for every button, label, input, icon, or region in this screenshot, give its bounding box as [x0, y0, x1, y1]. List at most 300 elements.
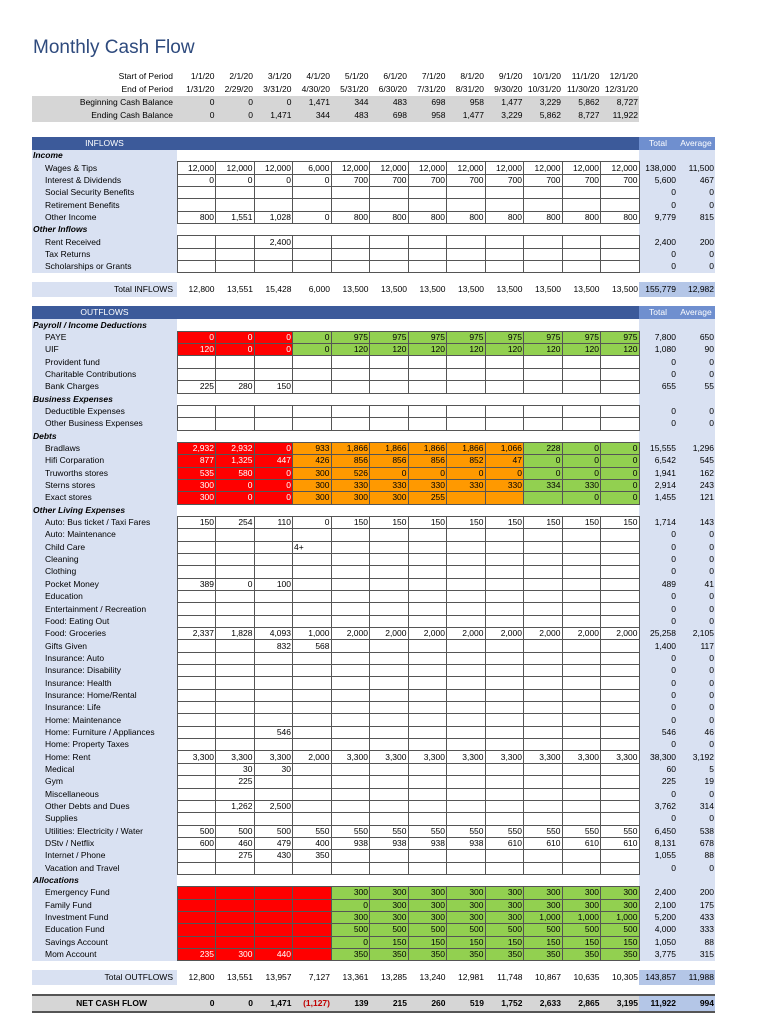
value-cell[interactable]	[177, 800, 216, 812]
value-cell[interactable]	[216, 553, 255, 565]
value-cell[interactable]	[524, 726, 563, 738]
value-cell[interactable]	[293, 529, 332, 541]
value-cell[interactable]	[562, 566, 601, 578]
value-cell[interactable]: 1,028	[254, 211, 293, 223]
value-cell[interactable]: 120	[177, 344, 216, 356]
value-cell[interactable]: 0	[293, 516, 332, 528]
value-cell[interactable]: 12,000	[601, 162, 640, 174]
value-cell[interactable]	[331, 850, 370, 862]
value-cell[interactable]	[485, 368, 524, 380]
value-cell[interactable]: 300	[216, 948, 255, 960]
value-cell[interactable]: 300	[601, 899, 640, 911]
value-cell[interactable]	[331, 199, 370, 211]
value-cell[interactable]: 0	[370, 467, 409, 479]
value-cell[interactable]	[524, 405, 563, 417]
value-cell[interactable]	[408, 652, 447, 664]
value-cell[interactable]: 300	[485, 911, 524, 923]
value-cell[interactable]: 3,300	[370, 751, 409, 763]
value-cell[interactable]: 856	[331, 455, 370, 467]
value-cell[interactable]	[601, 578, 640, 590]
value-cell[interactable]	[447, 689, 486, 701]
value-cell[interactable]	[601, 862, 640, 874]
value-cell[interactable]	[254, 199, 293, 211]
value-cell[interactable]: 150	[447, 936, 486, 948]
value-cell[interactable]	[485, 739, 524, 751]
value-cell[interactable]	[485, 418, 524, 430]
value-cell[interactable]: 500	[177, 825, 216, 837]
value-cell[interactable]	[485, 356, 524, 368]
value-cell[interactable]	[331, 714, 370, 726]
value-cell[interactable]	[177, 763, 216, 775]
value-cell[interactable]: 3,300	[524, 751, 563, 763]
value-cell[interactable]: 6,000	[293, 162, 332, 174]
value-cell[interactable]: 300	[370, 899, 409, 911]
value-cell[interactable]: 460	[216, 837, 255, 849]
value-cell[interactable]	[562, 640, 601, 652]
value-cell[interactable]: 228	[524, 442, 563, 454]
value-cell[interactable]	[370, 702, 409, 714]
value-cell[interactable]	[408, 356, 447, 368]
value-cell[interactable]: 0	[216, 578, 255, 590]
value-cell[interactable]: 700	[562, 174, 601, 186]
value-cell[interactable]	[562, 800, 601, 812]
value-cell[interactable]	[370, 726, 409, 738]
value-cell[interactable]	[408, 578, 447, 590]
value-cell[interactable]	[370, 640, 409, 652]
value-cell[interactable]	[331, 566, 370, 578]
value-cell[interactable]	[293, 677, 332, 689]
value-cell[interactable]	[485, 405, 524, 417]
value-cell[interactable]	[293, 776, 332, 788]
value-cell[interactable]	[370, 418, 409, 430]
value-cell[interactable]: 610	[601, 837, 640, 849]
value-cell[interactable]	[524, 689, 563, 701]
value-cell[interactable]: 0	[601, 479, 640, 491]
value-cell[interactable]	[216, 936, 255, 948]
value-cell[interactable]: 2,000	[601, 628, 640, 640]
value-cell[interactable]	[601, 788, 640, 800]
value-cell[interactable]: 479	[254, 837, 293, 849]
value-cell[interactable]	[331, 261, 370, 273]
value-cell[interactable]	[524, 187, 563, 199]
value-cell[interactable]	[293, 541, 332, 553]
value-cell[interactable]: 255	[408, 492, 447, 504]
value-cell[interactable]	[601, 418, 640, 430]
value-cell[interactable]: 120	[524, 344, 563, 356]
value-cell[interactable]	[216, 418, 255, 430]
value-cell[interactable]: 0	[562, 455, 601, 467]
value-cell[interactable]	[177, 261, 216, 273]
value-cell[interactable]	[293, 899, 332, 911]
value-cell[interactable]: 877	[177, 455, 216, 467]
value-cell[interactable]	[177, 236, 216, 248]
value-cell[interactable]	[370, 739, 409, 751]
value-cell[interactable]: 3,300	[177, 751, 216, 763]
value-cell[interactable]: 1,866	[447, 442, 486, 454]
value-cell[interactable]	[216, 862, 255, 874]
value-cell[interactable]	[216, 813, 255, 825]
value-cell[interactable]	[293, 199, 332, 211]
value-cell[interactable]	[524, 665, 563, 677]
value-cell[interactable]: 535	[177, 467, 216, 479]
value-cell[interactable]	[408, 603, 447, 615]
value-cell[interactable]	[485, 578, 524, 590]
value-cell[interactable]	[408, 261, 447, 273]
value-cell[interactable]: 550	[562, 825, 601, 837]
value-cell[interactable]	[293, 418, 332, 430]
value-cell[interactable]	[562, 553, 601, 565]
value-cell[interactable]	[408, 850, 447, 862]
value-cell[interactable]	[485, 776, 524, 788]
value-cell[interactable]	[370, 714, 409, 726]
value-cell[interactable]: 0	[293, 174, 332, 186]
value-cell[interactable]	[293, 381, 332, 393]
value-cell[interactable]	[562, 739, 601, 751]
value-cell[interactable]	[293, 739, 332, 751]
value-cell[interactable]: 150	[524, 936, 563, 948]
value-cell[interactable]: 0	[254, 442, 293, 454]
value-cell[interactable]	[216, 739, 255, 751]
value-cell[interactable]	[254, 368, 293, 380]
value-cell[interactable]	[254, 677, 293, 689]
value-cell[interactable]	[524, 788, 563, 800]
value-cell[interactable]: 300	[447, 887, 486, 899]
value-cell[interactable]: 300	[485, 899, 524, 911]
value-cell[interactable]	[408, 553, 447, 565]
value-cell[interactable]: 500	[601, 924, 640, 936]
value-cell[interactable]: 300	[524, 887, 563, 899]
value-cell[interactable]	[370, 591, 409, 603]
value-cell[interactable]	[331, 652, 370, 664]
value-cell[interactable]	[254, 652, 293, 664]
value-cell[interactable]	[447, 665, 486, 677]
value-cell[interactable]: 12,000	[447, 162, 486, 174]
value-cell[interactable]: 300	[408, 899, 447, 911]
value-cell[interactable]	[447, 492, 486, 504]
value-cell[interactable]	[177, 248, 216, 260]
value-cell[interactable]: 300	[562, 887, 601, 899]
value-cell[interactable]	[370, 199, 409, 211]
value-cell[interactable]	[331, 405, 370, 417]
value-cell[interactable]	[485, 702, 524, 714]
value-cell[interactable]	[408, 665, 447, 677]
value-cell[interactable]	[601, 714, 640, 726]
value-cell[interactable]	[562, 677, 601, 689]
value-cell[interactable]	[293, 714, 332, 726]
value-cell[interactable]	[177, 924, 216, 936]
value-cell[interactable]: 975	[485, 331, 524, 343]
value-cell[interactable]	[485, 677, 524, 689]
value-cell[interactable]	[216, 615, 255, 627]
value-cell[interactable]	[524, 677, 563, 689]
value-cell[interactable]	[331, 591, 370, 603]
value-cell[interactable]: 330	[485, 479, 524, 491]
value-cell[interactable]: 800	[447, 211, 486, 223]
value-cell[interactable]	[216, 788, 255, 800]
value-cell[interactable]: 300	[408, 887, 447, 899]
value-cell[interactable]	[408, 788, 447, 800]
value-cell[interactable]: 2,500	[254, 800, 293, 812]
value-cell[interactable]: 975	[601, 331, 640, 343]
value-cell[interactable]	[485, 640, 524, 652]
value-cell[interactable]	[562, 862, 601, 874]
value-cell[interactable]	[370, 248, 409, 260]
value-cell[interactable]	[562, 615, 601, 627]
value-cell[interactable]: 150	[447, 516, 486, 528]
value-cell[interactable]: 800	[524, 211, 563, 223]
value-cell[interactable]: 568	[293, 640, 332, 652]
value-cell[interactable]: 330	[562, 479, 601, 491]
value-cell[interactable]	[408, 800, 447, 812]
value-cell[interactable]: 550	[524, 825, 563, 837]
value-cell[interactable]	[447, 199, 486, 211]
value-cell[interactable]	[331, 553, 370, 565]
value-cell[interactable]	[254, 776, 293, 788]
value-cell[interactable]: 0	[562, 467, 601, 479]
value-cell[interactable]	[524, 652, 563, 664]
value-cell[interactable]	[408, 714, 447, 726]
value-cell[interactable]: 254	[216, 516, 255, 528]
value-cell[interactable]	[177, 529, 216, 541]
value-cell[interactable]	[524, 578, 563, 590]
value-cell[interactable]: 12,000	[331, 162, 370, 174]
value-cell[interactable]: 350	[601, 948, 640, 960]
value-cell[interactable]	[177, 899, 216, 911]
value-cell[interactable]: 2,400	[254, 236, 293, 248]
value-cell[interactable]: 1,000	[601, 911, 640, 923]
value-cell[interactable]: 0	[254, 467, 293, 479]
value-cell[interactable]	[331, 640, 370, 652]
value-cell[interactable]: 300	[293, 467, 332, 479]
value-cell[interactable]	[177, 553, 216, 565]
value-cell[interactable]	[408, 236, 447, 248]
value-cell[interactable]: 800	[485, 211, 524, 223]
value-cell[interactable]: 300	[601, 887, 640, 899]
value-cell[interactable]: 0	[216, 174, 255, 186]
value-cell[interactable]: 350	[562, 948, 601, 960]
value-cell[interactable]: 330	[331, 479, 370, 491]
value-cell[interactable]	[216, 368, 255, 380]
value-cell[interactable]	[447, 405, 486, 417]
value-cell[interactable]: 938	[447, 837, 486, 849]
value-cell[interactable]	[562, 813, 601, 825]
value-cell[interactable]: 975	[370, 331, 409, 343]
value-cell[interactable]	[562, 776, 601, 788]
value-cell[interactable]	[485, 381, 524, 393]
value-cell[interactable]	[370, 763, 409, 775]
value-cell[interactable]	[216, 541, 255, 553]
value-cell[interactable]: 800	[370, 211, 409, 223]
value-cell[interactable]: 550	[447, 825, 486, 837]
value-cell[interactable]	[177, 405, 216, 417]
value-cell[interactable]: 300	[370, 887, 409, 899]
value-cell[interactable]	[177, 862, 216, 874]
value-cell[interactable]	[524, 529, 563, 541]
value-cell[interactable]	[601, 405, 640, 417]
value-cell[interactable]: 500	[524, 924, 563, 936]
value-cell[interactable]	[524, 615, 563, 627]
value-cell[interactable]	[447, 739, 486, 751]
value-cell[interactable]	[293, 405, 332, 417]
value-cell[interactable]	[331, 726, 370, 738]
value-cell[interactable]: 800	[177, 211, 216, 223]
value-cell[interactable]	[524, 640, 563, 652]
value-cell[interactable]	[254, 248, 293, 260]
value-cell[interactable]: 3,300	[216, 751, 255, 763]
value-cell[interactable]	[370, 566, 409, 578]
value-cell[interactable]	[293, 887, 332, 899]
value-cell[interactable]: 100	[254, 578, 293, 590]
value-cell[interactable]: 350	[293, 850, 332, 862]
value-cell[interactable]: 0	[177, 174, 216, 186]
value-cell[interactable]	[331, 862, 370, 874]
value-cell[interactable]	[408, 763, 447, 775]
value-cell[interactable]	[601, 640, 640, 652]
value-cell[interactable]: 275	[216, 850, 255, 862]
value-cell[interactable]	[601, 763, 640, 775]
value-cell[interactable]	[177, 368, 216, 380]
value-cell[interactable]	[177, 356, 216, 368]
value-cell[interactable]	[331, 541, 370, 553]
value-cell[interactable]	[447, 187, 486, 199]
value-cell[interactable]	[370, 850, 409, 862]
value-cell[interactable]: 0	[331, 899, 370, 911]
value-cell[interactable]: 580	[216, 467, 255, 479]
value-cell[interactable]	[485, 714, 524, 726]
value-cell[interactable]	[601, 356, 640, 368]
value-cell[interactable]: 3,300	[331, 751, 370, 763]
value-cell[interactable]: 938	[370, 837, 409, 849]
value-cell[interactable]	[370, 261, 409, 273]
value-cell[interactable]	[254, 187, 293, 199]
value-cell[interactable]	[447, 578, 486, 590]
value-cell[interactable]	[447, 529, 486, 541]
value-cell[interactable]: 0	[254, 492, 293, 504]
value-cell[interactable]	[562, 665, 601, 677]
value-cell[interactable]: 2,000	[408, 628, 447, 640]
value-cell[interactable]: 300	[447, 899, 486, 911]
value-cell[interactable]	[254, 714, 293, 726]
value-cell[interactable]: 500	[447, 924, 486, 936]
value-cell[interactable]: 0	[254, 344, 293, 356]
value-cell[interactable]	[177, 187, 216, 199]
value-cell[interactable]	[293, 726, 332, 738]
value-cell[interactable]	[216, 603, 255, 615]
value-cell[interactable]: 440	[254, 948, 293, 960]
value-cell[interactable]: 2,000	[331, 628, 370, 640]
value-cell[interactable]	[485, 248, 524, 260]
value-cell[interactable]: 2,000	[485, 628, 524, 640]
value-cell[interactable]: 47	[485, 455, 524, 467]
value-cell[interactable]	[408, 381, 447, 393]
value-cell[interactable]	[293, 689, 332, 701]
value-cell[interactable]: 800	[408, 211, 447, 223]
value-cell[interactable]: 700	[408, 174, 447, 186]
value-cell[interactable]: 800	[601, 211, 640, 223]
value-cell[interactable]: 12,000	[216, 162, 255, 174]
value-cell[interactable]: 1,828	[216, 628, 255, 640]
value-cell[interactable]	[447, 603, 486, 615]
value-cell[interactable]: 700	[331, 174, 370, 186]
value-cell[interactable]	[601, 199, 640, 211]
value-cell[interactable]: 500	[216, 825, 255, 837]
value-cell[interactable]	[524, 566, 563, 578]
value-cell[interactable]	[524, 492, 563, 504]
value-cell[interactable]	[293, 236, 332, 248]
value-cell[interactable]: 975	[331, 331, 370, 343]
value-cell[interactable]: 120	[331, 344, 370, 356]
value-cell[interactable]	[601, 187, 640, 199]
value-cell[interactable]: 150	[408, 936, 447, 948]
value-cell[interactable]: 12,000	[408, 162, 447, 174]
value-cell[interactable]: 150	[254, 381, 293, 393]
value-cell[interactable]	[216, 726, 255, 738]
value-cell[interactable]	[293, 248, 332, 260]
value-cell[interactable]	[293, 911, 332, 923]
value-cell[interactable]	[447, 850, 486, 862]
value-cell[interactable]	[447, 640, 486, 652]
value-cell[interactable]	[408, 566, 447, 578]
value-cell[interactable]	[254, 553, 293, 565]
value-cell[interactable]	[601, 248, 640, 260]
value-cell[interactable]	[254, 603, 293, 615]
value-cell[interactable]	[293, 187, 332, 199]
value-cell[interactable]	[485, 652, 524, 664]
value-cell[interactable]: 700	[524, 174, 563, 186]
value-cell[interactable]: 2,000	[447, 628, 486, 640]
value-cell[interactable]	[562, 763, 601, 775]
value-cell[interactable]	[562, 850, 601, 862]
value-cell[interactable]: 350	[447, 948, 486, 960]
value-cell[interactable]	[447, 553, 486, 565]
value-cell[interactable]	[177, 739, 216, 751]
value-cell[interactable]: 500	[485, 924, 524, 936]
value-cell[interactable]	[485, 553, 524, 565]
value-cell[interactable]: 12,000	[562, 162, 601, 174]
value-cell[interactable]: 610	[524, 837, 563, 849]
value-cell[interactable]	[408, 726, 447, 738]
value-cell[interactable]: 110	[254, 516, 293, 528]
value-cell[interactable]: 300	[331, 887, 370, 899]
value-cell[interactable]	[177, 199, 216, 211]
value-cell[interactable]: 12,000	[177, 162, 216, 174]
value-cell[interactable]	[601, 615, 640, 627]
value-cell[interactable]	[331, 529, 370, 541]
value-cell[interactable]	[177, 850, 216, 862]
value-cell[interactable]: 300	[177, 479, 216, 491]
value-cell[interactable]: 3,300	[485, 751, 524, 763]
value-cell[interactable]	[601, 381, 640, 393]
value-cell[interactable]	[370, 236, 409, 248]
value-cell[interactable]	[254, 615, 293, 627]
value-cell[interactable]	[524, 813, 563, 825]
value-cell[interactable]	[177, 677, 216, 689]
value-cell[interactable]	[370, 665, 409, 677]
value-cell[interactable]: 447	[254, 455, 293, 467]
value-cell[interactable]	[370, 615, 409, 627]
value-cell[interactable]	[485, 726, 524, 738]
value-cell[interactable]	[370, 368, 409, 380]
value-cell[interactable]: 500	[408, 924, 447, 936]
value-cell[interactable]	[254, 887, 293, 899]
value-cell[interactable]	[254, 788, 293, 800]
value-cell[interactable]	[177, 566, 216, 578]
value-cell[interactable]	[447, 368, 486, 380]
value-cell[interactable]	[562, 702, 601, 714]
value-cell[interactable]	[485, 665, 524, 677]
value-cell[interactable]: 1,325	[216, 455, 255, 467]
value-cell[interactable]: 120	[370, 344, 409, 356]
